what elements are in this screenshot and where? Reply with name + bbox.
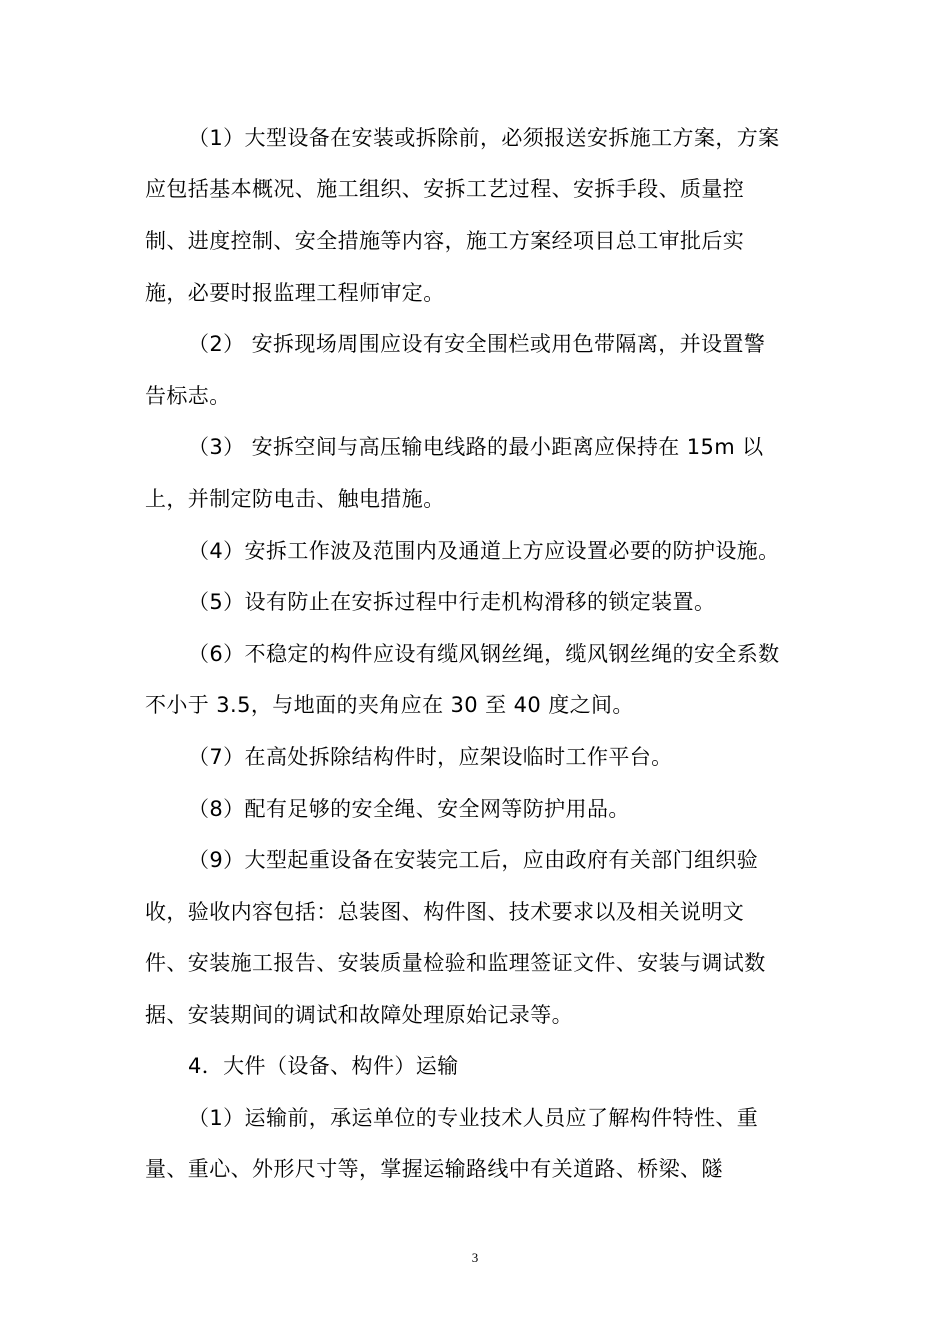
text-line: （9）大型起重设备在安装完工后，应由政府有关部门组织验 xyxy=(188,848,759,872)
text-line: （1）运输前，承运单位的专业技术人员应了解构件特性、重 xyxy=(188,1106,759,1130)
text-line: （7）在高处拆除结构件时，应架设临时工作平台。 xyxy=(188,745,673,769)
text-line: 据、安装期间的调试和故障处理原始记录等。 xyxy=(145,1003,573,1027)
text-line: （3） 安拆空间与高压输电线路的最小距离应保持在 15m 以 xyxy=(188,435,764,459)
text-line: 告标志。 xyxy=(145,384,231,408)
page-number: 3 xyxy=(471,1250,479,1265)
text-line: （8）配有足够的安全绳、安全网等防护用品。 xyxy=(188,797,630,821)
text-line: 量、重心、外形尺寸等，掌握运输路线中有关道路、桥梁、隧 xyxy=(145,1157,723,1181)
text-line: （4）安拆工作波及范围内及通道上方应设置必要的防护设施。 xyxy=(188,539,780,563)
text-line: 施，必要时报监理工程师审定。 xyxy=(145,281,445,305)
text-line: （1）大型设备在安装或拆除前，必须报送安拆施工方案，方案 xyxy=(188,126,780,150)
text-line: 应包括基本概况、施工组织、安拆工艺过程、安拆手段、质量控 xyxy=(145,177,745,201)
section-heading: 4．大件（设备、构件）运输 xyxy=(188,1054,459,1078)
text-line: （6）不稳定的构件应设有缆风钢丝绳，缆风钢丝绳的安全系数 xyxy=(188,642,780,666)
text-line: 上，并制定防电击、触电措施。 xyxy=(145,487,445,511)
text-line: （2） 安拆现场周围应设有安全围栏或用色带隔离，并设置警 xyxy=(188,332,766,356)
text-line: 制、进度控制、安全措施等内容，施工方案经项目总工审批后实 xyxy=(145,229,745,253)
text-line: （5）设有防止在安拆过程中行走机构滑移的锁定装置。 xyxy=(188,590,716,614)
text-line: 收，验收内容包括：总装图、构件图、技术要求以及相关说明文 xyxy=(145,900,745,924)
text-line: 不小于 3.5，与地面的夹角应在 30 至 40 度之间。 xyxy=(145,693,634,717)
text-line: 件、安装施工报告、安装质量检验和监理签证文件、安装与调试数 xyxy=(145,951,766,975)
